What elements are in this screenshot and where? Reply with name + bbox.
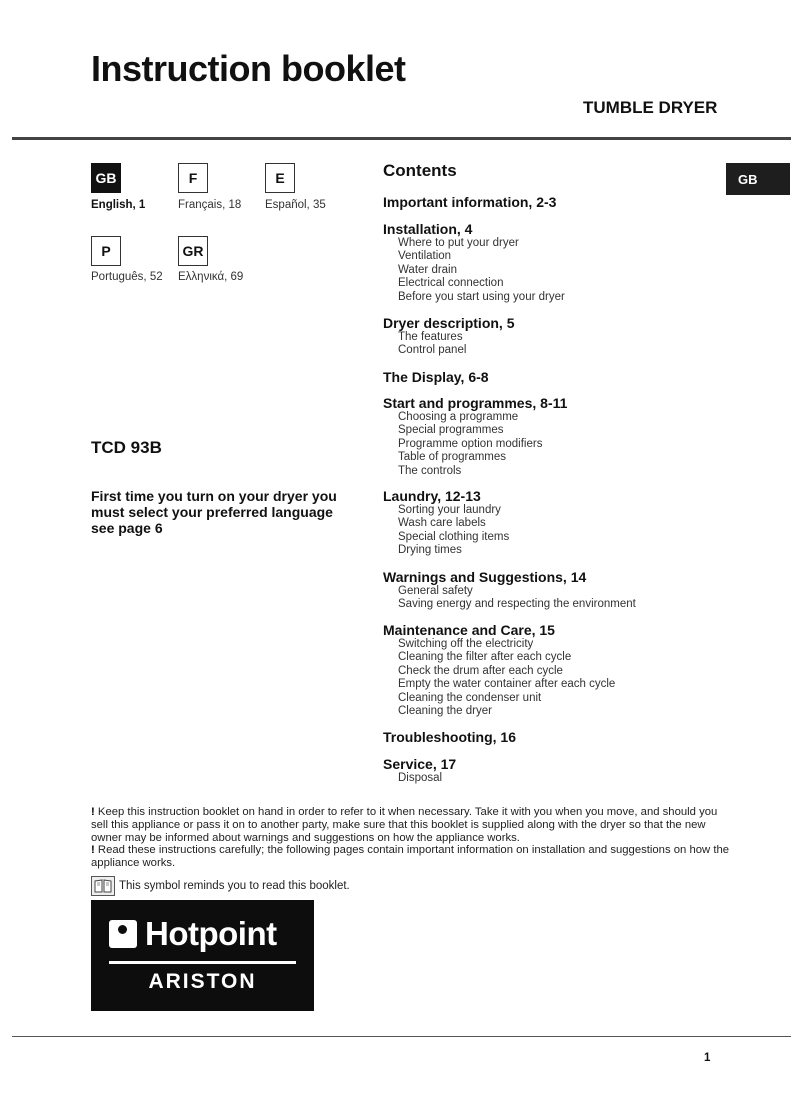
toc-section	[383, 194, 713, 210]
page-title: Instruction booklet	[91, 48, 406, 89]
toc-item[interactable]: Saving energy and respecting the environment	[398, 598, 636, 611]
gb-section-tab: GB	[726, 163, 790, 195]
toc-heading[interactable]: The Display, 6-8	[383, 369, 489, 385]
first-time-note: First time you turn on your dryer you must select your preferred language see page 6	[91, 488, 337, 536]
toc-item[interactable]: Special programmes	[398, 424, 504, 437]
toc-item[interactable]: Check the drum after each cycle	[398, 664, 563, 677]
lang-box-e[interactable]: E	[265, 163, 295, 193]
toc-heading[interactable]: Laundry, 12-13	[383, 488, 481, 504]
toc-item[interactable]: Before you start using your dryer	[398, 290, 565, 303]
lang-label-gr[interactable]: Ελληνικά, 69	[178, 271, 244, 283]
note-paragraph	[91, 806, 731, 844]
toc-item[interactable]: The controls	[398, 464, 462, 477]
toc-heading[interactable]: Maintenance and Care, 15	[383, 622, 555, 638]
note-text: Keep this instruction booklet on hand in order to refer to it when necessary. Take it with you when you move, and should you sell this appliance or pass it on to another party, make sure that this booklet is supplied along with the dryer so that the new owner may be informed about warnings and suggestions on how the appliance works.	[91, 806, 718, 844]
toc-item[interactable]: Empty the water container after each cycle	[398, 678, 616, 691]
toc-section	[383, 569, 713, 612]
page-number: 1	[704, 1052, 711, 1064]
lang-label-p[interactable]: Português, 52	[91, 271, 163, 283]
toc-section	[383, 221, 713, 304]
toc-item[interactable]: Cleaning the filter after each cycle	[398, 651, 572, 664]
toc-item[interactable]: Cleaning the dryer	[398, 705, 492, 718]
top-divider	[12, 137, 791, 140]
product-type: TUMBLE DRYER	[583, 98, 718, 117]
note-text: Read these instructions carefully; the following pages contain important information on installation and suggestions on how the appliance works.	[91, 844, 730, 870]
toc-item[interactable]: Where to put your dryer	[398, 237, 519, 249]
contents-title: Contents	[383, 161, 457, 180]
hotpoint-ariston-logo	[91, 900, 314, 1011]
toc-heading[interactable]: Service, 17	[383, 756, 457, 772]
book-icon	[91, 876, 115, 896]
lang-label-gb[interactable]: English, 1	[91, 199, 146, 211]
symbol-note-text: This symbol reminds you to read this booklet.	[119, 880, 350, 892]
toc-item[interactable]: Control panel	[398, 344, 467, 357]
lang-box-gb[interactable]: GB	[91, 163, 121, 193]
toc-item[interactable]: Disposal	[398, 772, 443, 784]
toc-item[interactable]: Programme option modifiers	[398, 437, 543, 450]
lang-label-f[interactable]: Français, 18	[178, 199, 242, 211]
toc-item[interactable]: Ventilation	[398, 250, 452, 263]
toc-heading[interactable]: Installation, 4	[383, 221, 473, 237]
warning-mark: !	[91, 844, 95, 857]
toc-item[interactable]: Water drain	[398, 263, 458, 276]
toc-heading[interactable]: Important information, 2-3	[383, 194, 557, 210]
toc-item[interactable]: Table of programmes	[398, 451, 507, 464]
lang-box-gr[interactable]: GR	[178, 236, 208, 266]
toc-item[interactable]: Sorting your laundry	[398, 504, 501, 516]
toc-section	[383, 488, 713, 558]
important-notes	[91, 806, 731, 870]
warning-mark: !	[91, 806, 95, 818]
toc-section	[383, 622, 713, 718]
bottom-divider	[12, 1036, 791, 1037]
toc-section	[383, 315, 713, 358]
note-paragraph	[91, 844, 731, 870]
lang-box-f[interactable]: F	[178, 163, 208, 193]
toc-item[interactable]: General safety	[398, 585, 473, 597]
toc-item[interactable]: Choosing a programme	[398, 411, 519, 423]
model-number: TCD 93B	[91, 438, 162, 457]
toc-heading[interactable]: Troubleshooting, 16	[383, 729, 517, 745]
hotpoint-mark-icon	[109, 920, 137, 948]
toc-section	[383, 756, 713, 785]
toc-item[interactable]: Electrical connection	[398, 277, 504, 290]
logo-sub-brand: ARISTON	[148, 970, 257, 993]
symbol-note	[91, 876, 350, 896]
toc-section	[383, 369, 713, 385]
toc-section	[383, 729, 713, 745]
toc-heading[interactable]: Warnings and Suggestions, 14	[383, 569, 587, 585]
toc-item[interactable]: Wash care labels	[398, 517, 486, 530]
lang-box-p[interactable]: P	[91, 236, 121, 266]
toc-heading[interactable]: Start and programmes, 8-11	[383, 395, 568, 411]
toc-item[interactable]: Drying times	[398, 544, 462, 557]
toc-item[interactable]: The features	[398, 331, 463, 343]
toc-heading[interactable]: Dryer description, 5	[383, 315, 515, 331]
logo-divider	[109, 961, 296, 964]
toc-item[interactable]: Switching off the electricity	[398, 638, 534, 650]
toc-item[interactable]: Cleaning the condenser unit	[398, 691, 542, 704]
toc-section	[383, 395, 713, 478]
logo-brand-name: Hotpoint	[145, 915, 277, 952]
toc-item[interactable]: Special clothing items	[398, 530, 510, 543]
lang-label-e[interactable]: Español, 35	[265, 199, 326, 211]
